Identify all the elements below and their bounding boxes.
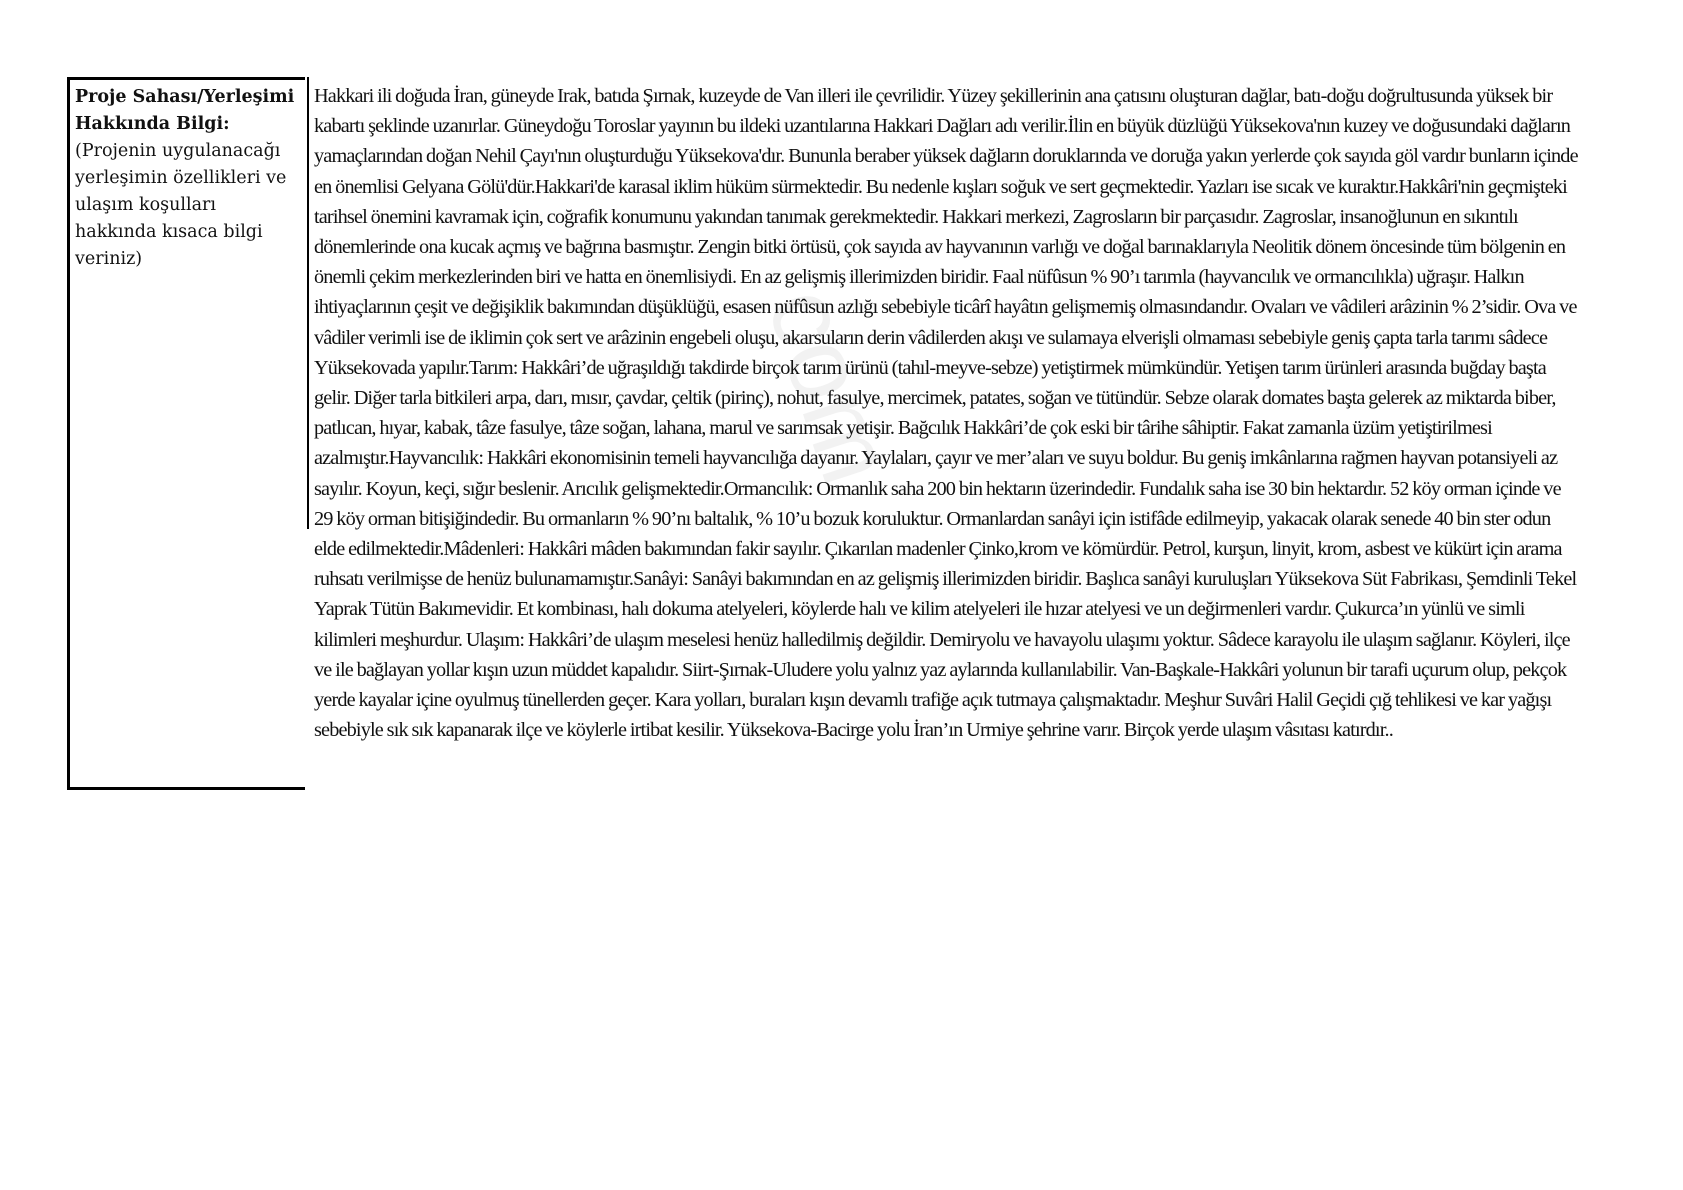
section-label-cell	[67, 77, 305, 790]
section-title: Proje Sahası/Yerleşimi Hakkında Bilgi:	[75, 87, 295, 134]
project-area-description: Hakkari ili doğuda İran, güneyde Irak, batıda Şırnak, kuzeyde de Van illeri ile çevrilidir. Yüzey şekillerinin ana çatısını oluşturan dağlar, batı-doğu doğrultusunda yüksek bir kabartı şeklinde uzanırlar. Güneydoğu Toroslar yayının bu ildeki uzantılarına Hakkari Dağları adı verilir.İlin en büyük düzlüğü Yüksekova'nın kuzey ve doğusundaki dağların yamaçlarından doğan Nehil Çayı'nın oluşturduğu Yüksekova'dır. Bununla beraber yüksek dağların doruklarında ve doruğa yakın yerlerde çok sayıda göl vardır bunların içinde en önemlisi Gelyana Gölü'dür.Hakkari'de karasal iklim hüküm sürmektedir. Bu nedenle kışları soğuk ve sert geçmektedir. Yazları ise sıcak ve kuraktır.Hakkâri'nin geçmişteki tarihsel önemini kavramak için, coğrafik konumunu yakından tanımak gerekmektedir. Hakkari merkezi, Zagrosların bir parçasıdır. Zagroslar, insanoğlunun en sıkıntılı dönemlerinde ona kucak açmış ve bağrına basmıştır. Zengin bitki örtüsü, çok sayıda av hayvanının varlığı ve doğal barınaklarıyla Neolitik dönem öncesinde tüm bölgenin en önemli çekim merkezlerinden biri ve hatta en önemlisiydi. En az gelişmiş illerimizden biridir. Faal nüfûsun % 90’ı tarımla (hayvancılık ve ormancılıkla) uğraşır. Halkın ihtiyaçlarının çeşit ve değişiklik bakımından düşüklüğü, esasen nüfûsun azlığı sebebiyle ticârî hayâtın gelişmemiş olmasındandır. Ovaları ve vâdileri arâzinin % 2’sidir. Ova ve vâdiler verimli ise de iklimin çok sert ve arâzinin engebeli oluşu, akarsuların derin vâdilerden akışı ve sulamaya elverişli olmaması sebebiyle geniş çapta tarla tarımı sâdece Yüksekovada yapılır.Tarım: Hakkâri’de uğraşıldığı takdirde birçok tarım ürünü (tahıl-meyve-sebze) yetiştirmek mümkündür. Yetişen tarım ürünleri arasında buğday başta gelir. Diğer tarla bitkileri arpa, darı, mısır, çavdar, çeltik (pirinç), nohut, fasulye, mercimek, patates, soğan ve tütündür. Sebze olarak domates başta gelerek az miktarda biber, patlıcan, hıyar, kabak, tâze fasulye, tâze soğan, lahana, marul ve sarımsak yetişir. Bağcılık Hakkâri’de çok eski bir târihe sâhiptir. Fakat zamanla üzüm yetiştirilmesi azalmıştır.Hayvancılık: Hakkâri ekonomisinin temeli hayvancılığa dayanır. Yaylaları, çayır ve mer’aları ve suyu boldur. Bu geniş imkânlarına rağmen hayvan potansiyeli az sayılır. Koyun, keçi, sığır beslenir. Arıcılık gelişmektedir.Ormancılık: Ormanlık saha 200 bin hektarın üzerindedir. Fundalık saha ise 30 bin hektardır. 52 köy orman içinde ve 29 köy orman bitişiğindedir. Bu ormanların % 90’nı baltalık, % 10’u bozuk koruluktur. Ormanlardan sanâyi için istifâde edilmeyip, yakacak olarak senede 40 bin ster odun elde edilmektedir.Mâdenleri: Hakkâri mâden bakımından fakir sayılır. Çıkarılan madenler Çinko,krom ve kömürdür. Petrol, kurşun, linyit, krom, asbest ve kükürt için arama ruhsatı verilmişse de henüz bulunamamıştır.Sanâyi: Sanâyi bakımından en az gelişmiş illerimizden biridir. Başlıca sanâyi kuruluşları Yüksekova Süt Fabrikası, Şemdinli Tekel Yaprak Tütün Bakımevidir. Et kombinası, halı dokuma atelyeleri, köylerde halı ve kilim atelyeleri ile hızar atelyesi ve un değirmenleri vardır. Çukurca’ın yünlü ve simli kilimleri meşhurdur. Ulaşım: Hakkâri’de ulaşım meselesi henüz halledilmiş değildir. Demiryolu ve havayolu ulaşımı yoktur. Sâdece karayolu ile ulaşım sağlanır. Köyleri, ilçe ve ile bağlayan yollar kışın uzun müddet kapalıdır. Siirt-Şırnak-Uludere yolu yalnız yaz aylarında kullanılabilir. Van-Başkale-Hakkâri yolunun bir tarafi uçurum olup, pekçok yerde kayalar içine oyulmuş tünellerden geçer. Kara yolları, buraları kışın devamlı trafiğe açık tutmaya çalışmaktadır. Meşhur Suvâri Halil Geçidi çığ tehlikesi ve kar yağışı sebebiyle sık sık kapanarak ilçe ve köylerle irtibat kesilir. Yüksekova-Bacirge yolu İran’ın Urmiye şehrine varır. Birçok yerde ulaşım vâsıtası katırdır..	[314, 85, 1578, 742]
column-divider	[307, 77, 309, 529]
watermark: com	[744, 274, 917, 497]
section-description: (Projenin uygulanacağı yerleşimin özellikleri ve ulaşım koşulları hakkında kısaca bilgi veriniz)	[75, 141, 287, 269]
